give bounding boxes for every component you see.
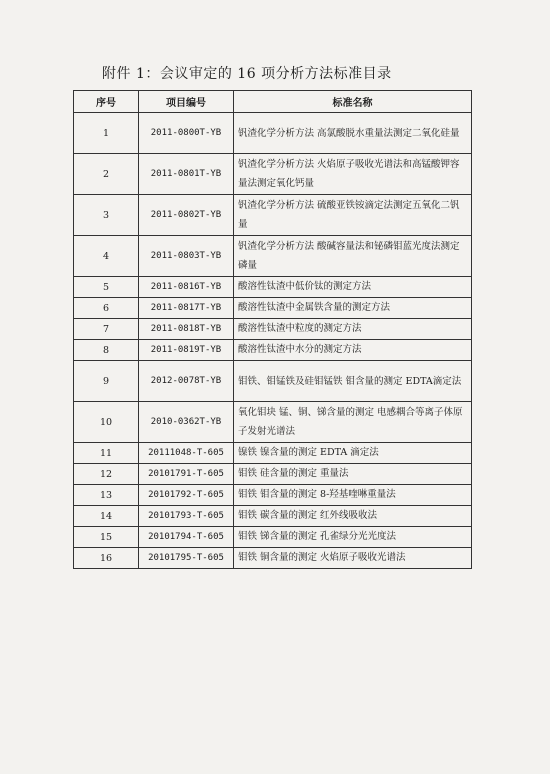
table-row xyxy=(74,527,472,548)
row-no: 9 xyxy=(74,361,139,402)
row-code: 2011-0803T-YB xyxy=(139,236,234,277)
header-code: 项目编号 xyxy=(139,91,234,113)
table-row xyxy=(74,277,472,298)
table-row xyxy=(74,236,472,277)
table-row xyxy=(74,464,472,485)
row-no: 11 xyxy=(74,443,139,464)
row-code: 2011-0800T-YB xyxy=(139,113,234,154)
row-code: 2012-0078T-YB xyxy=(139,361,234,402)
table-row xyxy=(74,361,472,402)
row-name: 钼铁 铜含量的测定 火焰原子吸收光谱法 xyxy=(234,548,472,569)
row-no: 7 xyxy=(74,319,139,340)
row-no: 6 xyxy=(74,298,139,319)
row-code: 2011-0819T-YB xyxy=(139,340,234,361)
row-code: 2011-0818T-YB xyxy=(139,319,234,340)
row-name: 酸溶性钛渣中金属铁含量的测定方法 xyxy=(234,298,472,319)
table-row xyxy=(74,402,472,443)
row-no: 8 xyxy=(74,340,139,361)
table-row xyxy=(74,113,472,154)
row-code: 20111048-T-605 xyxy=(139,443,234,464)
row-no: 10 xyxy=(74,402,139,443)
table-row xyxy=(74,548,472,569)
row-no: 13 xyxy=(74,485,139,506)
row-name: 钼铁、钼锰铁及硅钼锰铁 钼含量的测定 EDTA滴定法 xyxy=(234,361,472,402)
row-name: 钼铁 钼含量的测定 8-羟基喹啉重量法 xyxy=(234,485,472,506)
table-row xyxy=(74,154,472,195)
header-no: 序号 xyxy=(74,91,139,113)
row-name: 钼铁 硅含量的测定 重量法 xyxy=(234,464,472,485)
row-code: 2011-0802T-YB xyxy=(139,195,234,236)
row-name: 镍铁 镍含量的测定 EDTA 滴定法 xyxy=(234,443,472,464)
row-no: 16 xyxy=(74,548,139,569)
row-no: 3 xyxy=(74,195,139,236)
row-no: 12 xyxy=(74,464,139,485)
row-code: 20101795-T-605 xyxy=(139,548,234,569)
row-no: 4 xyxy=(74,236,139,277)
row-name: 钒渣化学分析方法 火焰原子吸收光谱法和高锰酸钾容量法测定氧化钙量 xyxy=(234,154,472,195)
row-name: 氧化钼块 锰、铜、锑含量的测定 电感耦合等离子体原子发射光谱法 xyxy=(234,402,472,443)
table-row xyxy=(74,340,472,361)
row-code: 20101793-T-605 xyxy=(139,506,234,527)
row-no: 15 xyxy=(74,527,139,548)
row-code: 20101794-T-605 xyxy=(139,527,234,548)
table-row xyxy=(74,319,472,340)
row-name: 钒渣化学分析方法 硫酸亚铁铵滴定法测定五氧化二钒量 xyxy=(234,195,472,236)
row-code: 2011-0816T-YB xyxy=(139,277,234,298)
table-row xyxy=(74,298,472,319)
row-no: 5 xyxy=(74,277,139,298)
table-row xyxy=(74,485,472,506)
row-name: 酸溶性钛渣中水分的测定方法 xyxy=(234,340,472,361)
table-header-row xyxy=(74,91,472,113)
row-name: 钼铁 锑含量的测定 孔雀绿分光光度法 xyxy=(234,527,472,548)
table-row xyxy=(74,195,472,236)
row-no: 1 xyxy=(74,113,139,154)
row-name: 钒渣化学分析方法 酸碱容量法和铋磷钼蓝光度法测定磷量 xyxy=(234,236,472,277)
row-code: 2010-0362T-YB xyxy=(139,402,234,443)
row-no: 2 xyxy=(74,154,139,195)
row-no: 14 xyxy=(74,506,139,527)
row-name: 酸溶性钛渣中低价钛的测定方法 xyxy=(234,277,472,298)
row-name: 酸溶性钛渣中粒度的测定方法 xyxy=(234,319,472,340)
table-row xyxy=(74,506,472,527)
header-name: 标准名称 xyxy=(234,91,472,113)
row-name: 钒渣化学分析方法 高氯酸脱水重量法测定二氧化硅量 xyxy=(234,113,472,154)
row-code: 2011-0817T-YB xyxy=(139,298,234,319)
row-code: 20101792-T-605 xyxy=(139,485,234,506)
table-row xyxy=(74,443,472,464)
standards-table xyxy=(73,90,472,569)
row-name: 钼铁 碳含量的测定 红外线吸收法 xyxy=(234,506,472,527)
row-code: 2011-0801T-YB xyxy=(139,154,234,195)
page-title: 附件 1：会议审定的 16 项分析方法标准目录 xyxy=(102,66,392,82)
row-code: 20101791-T-605 xyxy=(139,464,234,485)
